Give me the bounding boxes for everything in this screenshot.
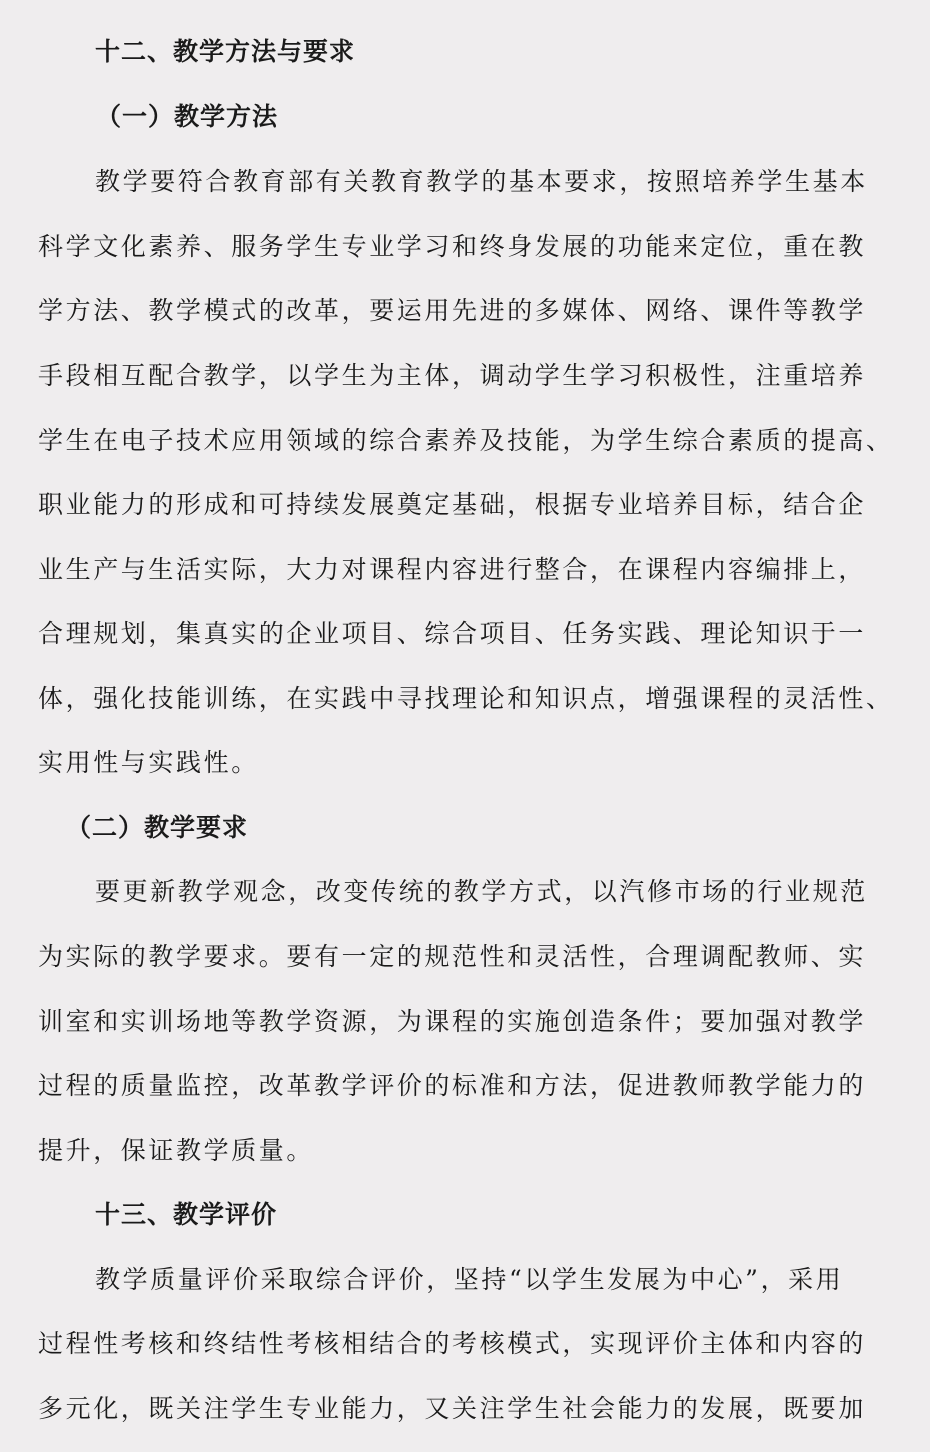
paragraph-line: 过程性考核和终结性考核相结合的考核模式，实现评价主体和内容的 — [38, 1329, 867, 1358]
paragraph-line: 学生在电子技术应用领域的综合素养及技能，为学生综合素质的提高、 — [38, 426, 894, 455]
subsection-teaching-methods-heading: （一）教学方法 — [96, 102, 279, 131]
paragraph-line: 为实际的教学要求。要有一定的规范性和灵活性，合理调配教师、实 — [38, 942, 867, 971]
section-12-heading: 十二、教学方法与要求 — [95, 37, 356, 66]
paragraph-line: 合理规划，集真实的企业项目、综合项目、任务实践、理论知识于一 — [38, 619, 867, 648]
paragraph-line: 教学质量评价采取综合评价，坚持“以学生发展为中心”，采用 — [95, 1265, 844, 1294]
section-13-heading: 十三、教学评价 — [95, 1200, 278, 1229]
subsection-teaching-requirements-heading: （二）教学要求 — [66, 813, 249, 842]
paragraph-line: 体，强化技能训练，在实践中寻找理论和知识点，增强课程的灵活性、 — [38, 684, 894, 713]
paragraph-line: 科学文化素养、服务学生专业学习和终身发展的功能来定位，重在教 — [38, 232, 867, 261]
paragraph-line: 学方法、教学模式的改革，要运用先进的多媒体、网络、课件等教学 — [38, 296, 867, 325]
paragraph-line: 提升，保证教学质量。 — [38, 1136, 315, 1165]
paragraph-line: 教学要符合教育部有关教育教学的基本要求，按照培养学生基本 — [95, 167, 868, 196]
paragraph-line: 实用性与实践性。 — [38, 748, 259, 777]
paragraph-line: 多元化，既关注学生专业能力，又关注学生社会能力的发展，既要加 — [38, 1394, 867, 1423]
paragraph-line: 过程的质量监控，改革教学评价的标准和方法，促进教师教学能力的 — [38, 1071, 867, 1100]
paragraph-line: 职业能力的形成和可持续发展奠定基础，根据专业培养目标，结合企 — [38, 490, 867, 519]
paragraph-line: 业生产与生活实际，大力对课程内容进行整合，在课程内容编排上， — [38, 555, 867, 584]
paragraph-line: 训室和实训场地等教学资源，为课程的实施创造条件；要加强对教学 — [38, 1007, 867, 1036]
paragraph-line: 要更新教学观念，改变传统的教学方式，以汽修市场的行业规范 — [95, 877, 868, 906]
paragraph-line: 手段相互配合教学，以学生为主体，调动学生学习积极性，注重培养 — [38, 361, 867, 390]
